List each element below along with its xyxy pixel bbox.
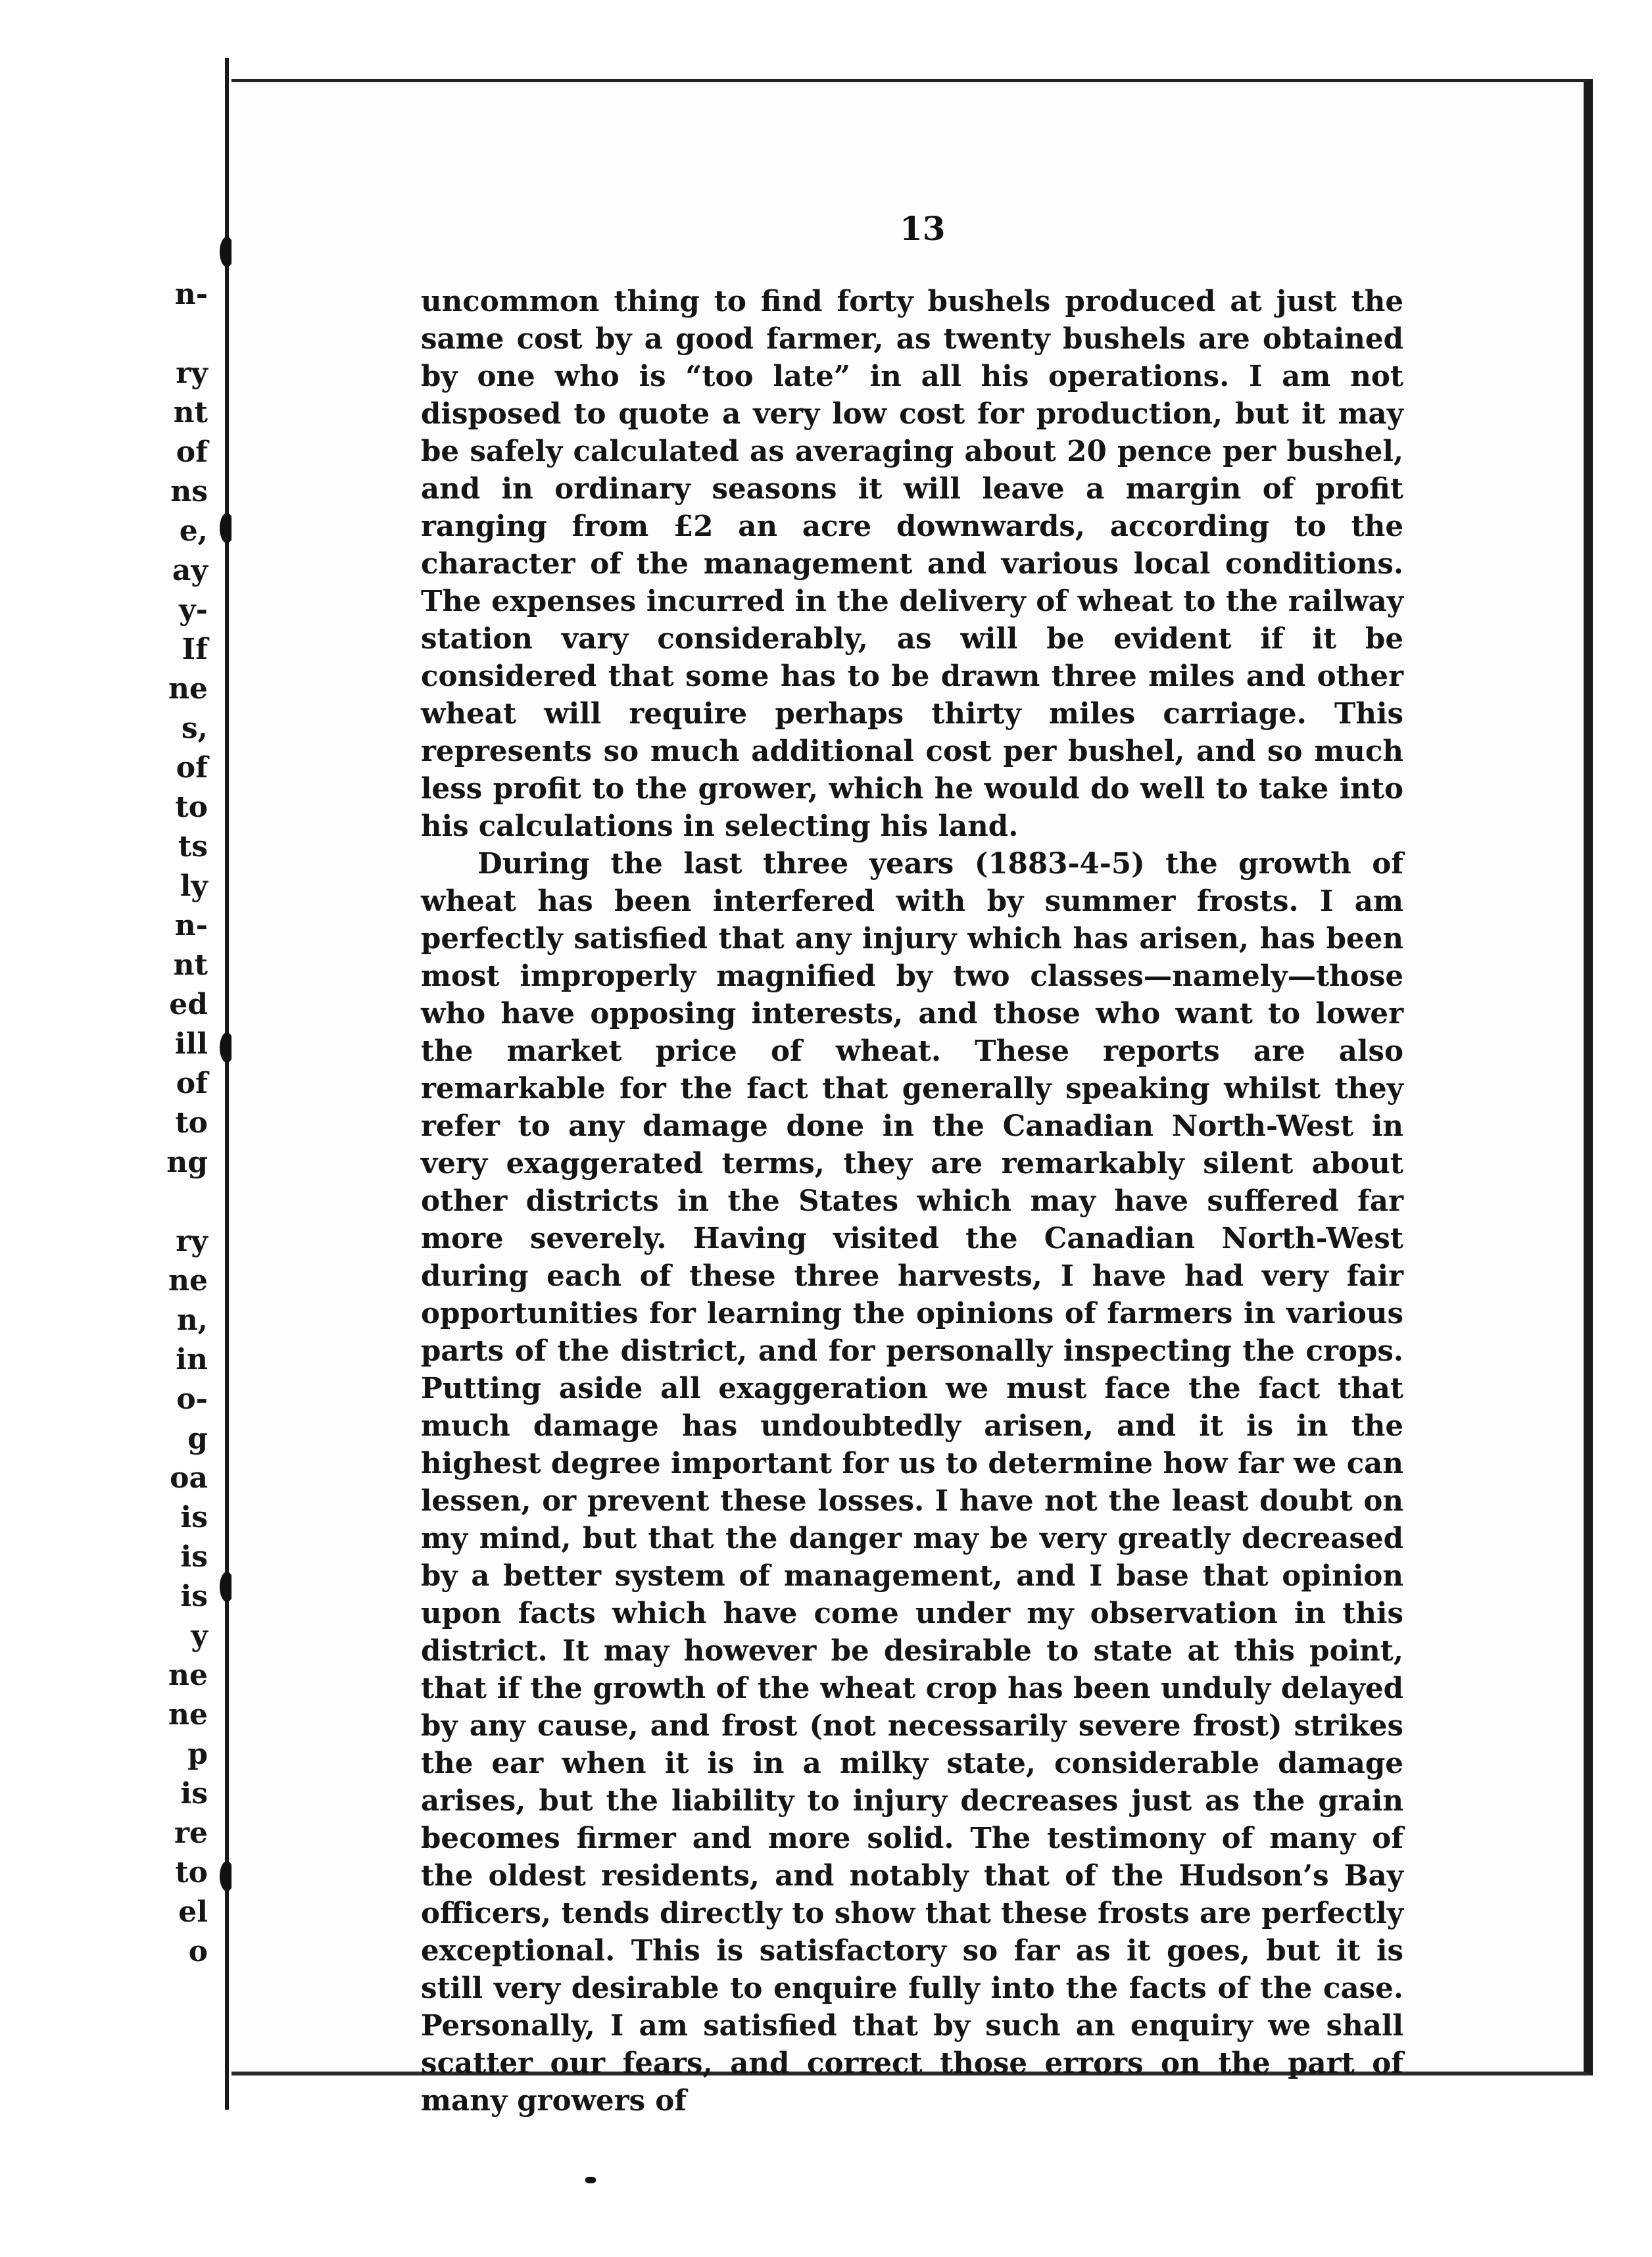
fragment-line: of xyxy=(176,1067,208,1100)
fragment-line: o- xyxy=(176,1382,208,1416)
fragment-line: is xyxy=(180,1540,208,1574)
fragment-line: to xyxy=(175,790,208,824)
fragment-line: ne xyxy=(168,1659,208,1692)
fragment-line xyxy=(166,1182,208,1222)
fragment-line: ng xyxy=(166,1146,208,1179)
fragment-line: re xyxy=(174,1816,208,1850)
fragment-line: in xyxy=(176,1343,208,1376)
fragment-line: ed xyxy=(169,988,208,1021)
fragment-line: o xyxy=(188,1935,208,1968)
fragment-line: ne xyxy=(168,672,208,706)
fragment-line: ry xyxy=(176,356,208,390)
fragment-line: ly xyxy=(180,869,208,903)
fragment-line: to xyxy=(175,1856,208,1889)
fragment-line: y- xyxy=(179,593,208,627)
fragment-line xyxy=(166,314,208,354)
fragment-line: is xyxy=(180,1580,208,1613)
fragment-line: p xyxy=(187,1737,208,1771)
fragment-line: is xyxy=(180,1777,208,1810)
fragment-line: ne xyxy=(168,1264,208,1298)
ink-speck xyxy=(585,2177,596,2183)
fragment-line: If xyxy=(182,633,208,666)
fragment-line: s, xyxy=(181,712,208,745)
fragment-line: n- xyxy=(174,278,208,311)
fragment-line: oa xyxy=(170,1461,208,1495)
fragment-line: ns xyxy=(170,475,208,508)
previous-page-text-fragments xyxy=(166,275,208,1972)
fragment-line: ay xyxy=(172,554,208,587)
page-number: 13 xyxy=(900,209,946,248)
fragment-line: is xyxy=(180,1501,208,1534)
fragment-line: of xyxy=(176,751,208,785)
paragraph-summer-frosts: During the last three years (1883-4-5) the growth of wheat has been interfered with by summer frosts. I am perfectly satisfied that any injury which has arisen, has been most improperly magnified by two classes—namely—those who have opposing interests, and those who want to lower the market price of wheat. These reports are also remarkable for the fact that generally speaking whilst they refer to any damage done in the Canadian North-West in very exaggerated terms, they are remarkably silent about other districts in the States which may have suffered far more severely. Having visited the Canadian North-West during each of these three harvests, I have had very fair opportunities for learning the opinions of farmers in various parts of the district, and for personally inspecting the crops. Putting aside all exaggeration we must face the fact that much damage has undoubtedly arisen, and it is in the highest degree important for us to determine how far we can lessen, or prevent these losses. I have not the least doubt on my mind, but that the danger may be very greatly decreased by a better system of management, and I base that opinion upon facts which have come under my observation in this district. It may however be desirable to state at this point, that if the growth of the wheat crop has been unduly delayed by any cause, and frost (not necessarily severe frost) strikes the ear when it is in a milky state, considerable damage arises, but the liability to injury decreases just as the grain becomes firmer and more solid. The testimony of many of the oldest residents, and notably that of the Hudson’s Bay officers, tends directly to show that these frosts are perfectly exceptional. This is satisfactory so far as it goes, but it is still very desirable to enquire fully into the facts of the case. Personally, I am satisfied that by such an enquiry we shall scatter our fears, and correct those errors on the part of many growers of xyxy=(421,847,1403,2118)
fragment-line: to xyxy=(175,1106,208,1140)
fragment-line: n, xyxy=(176,1303,208,1337)
fragment-line: e, xyxy=(179,514,208,548)
fragment-line: nt xyxy=(173,948,208,982)
fragment-line: ry xyxy=(176,1225,208,1258)
fragment-line: g xyxy=(187,1422,208,1455)
fragment-line: nt xyxy=(173,396,208,429)
fragment-line: n- xyxy=(174,909,208,942)
fragment-line: el xyxy=(178,1895,208,1929)
fragment-line: y xyxy=(191,1619,208,1653)
page-body-text xyxy=(421,283,1403,2120)
fragment-line: ne xyxy=(168,1698,208,1732)
fragment-line: ill xyxy=(174,1027,208,1061)
fragment-line: ts xyxy=(178,830,208,863)
paragraph-continuation: uncommon thing to find forty bushels produced at just the same cost by a good farmer, as twenty bushels are obtained by one who is “too late” in all his operations. I am not disposed to quote a very low cost for production, but it may be safely calculated as averaging about 20 pence per bushel, and in ordinary seasons it will leave a margin of profit ranging from £2 an acre downwards, according to the character of the management and various local conditions. The expenses incurred in the delivery of wheat to the railway station vary considerably, as will be evident if it be considered that some has to be drawn three miles and other wheat will require perhaps thirty miles carriage. This represents so much additional cost per bushel, and so much less profit to the grower, which he would do well to take into his calculations in selecting his land. xyxy=(421,285,1403,843)
fragment-line: of xyxy=(176,435,208,469)
previous-page-edge xyxy=(0,58,229,2110)
